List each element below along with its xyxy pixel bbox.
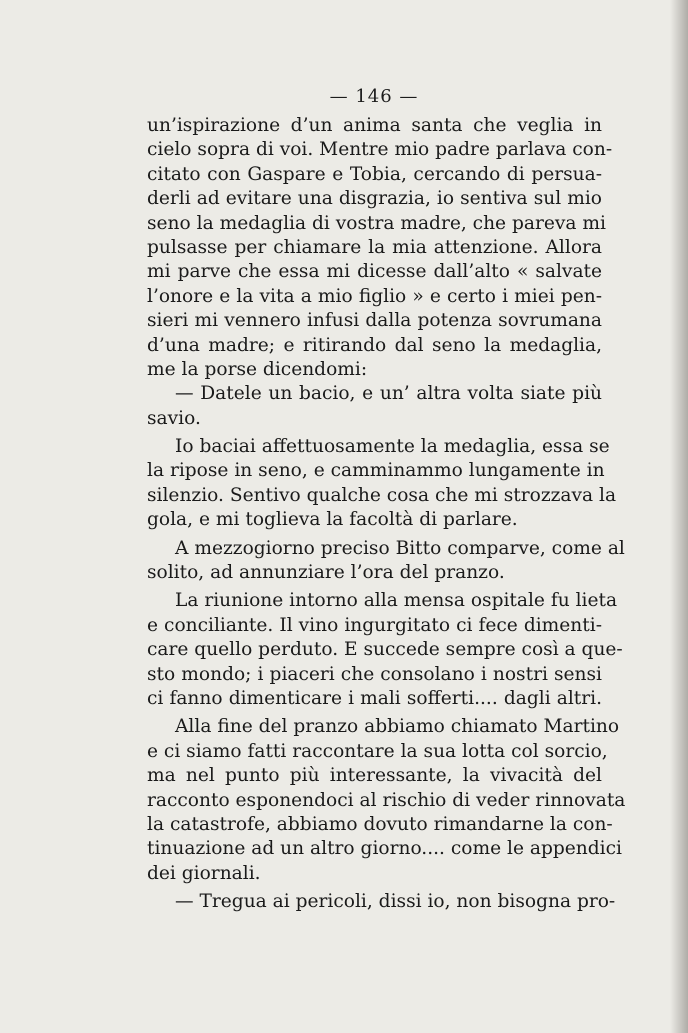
text-line: un’ispirazione d’un anima santa che veglia in <box>147 115 602 136</box>
text-line: la ripose in seno, e camminammo lungamente in <box>147 460 605 482</box>
body-text <box>147 114 626 915</box>
text-line: sieri mi vennero infusi dalla potenza sovrumana <box>147 310 602 332</box>
text-line: racconto esponendoci al rischio di veder rinnovata <box>147 789 626 811</box>
text-line: A mezzogiorno preciso Bitto comparve, come al <box>175 537 625 559</box>
text-line: pulsasse per chiamare la mia attenzione. Allora <box>147 236 602 258</box>
text-line: Io baciai affettuosamente la medaglia, essa se <box>175 436 610 458</box>
text-line: derli ad evitare una disgrazia, io sentiva sul mio <box>147 188 602 210</box>
text-line: sto mondo; i piaceri che consolano i nostri sensi <box>147 663 602 685</box>
text-line: dei giornali. <box>147 862 261 884</box>
text-line: seno la medaglia di vostra madre, che pareva mi <box>147 212 606 234</box>
page-number: — 146 — <box>329 86 419 107</box>
text-line: mi parve che essa mi dicesse dall’alto « salvate <box>147 261 602 283</box>
text-line: ma nel punto più interessante, la vivacità del <box>147 765 602 787</box>
text-line: e ci siamo fatti raccontare la sua lotta col sorcio, <box>147 740 608 762</box>
text-line: la catastrofe, abbiamo dovuto rimandarne la con- <box>147 813 613 835</box>
text-line: l’onore e la vita a mio figlio » e certo i miei pen- <box>147 285 602 307</box>
text-line: solito, ad annunziare l’ora del pranzo. <box>147 562 505 584</box>
text-line: gola, e mi toglieva la facoltà di parlare. <box>147 509 518 531</box>
text-line: — Tregua ai pericoli, dissi io, non bisogna pro- <box>175 891 616 913</box>
text-line: care quello perduto. E succede sempre così a que- <box>147 639 623 661</box>
text-line: tinuazione ad un altro giorno.... come le appendici <box>147 838 622 860</box>
text-line: e conciliante. Il vino ingurgitato ci fece dimenti- <box>147 614 602 636</box>
page-edge-shadow <box>670 0 688 1033</box>
text-line: Alla fine del pranzo abbiamo chiamato Martino <box>175 716 620 738</box>
text-line: d’una madre; e ritirando dal seno la medaglia, <box>147 334 602 356</box>
text-line: silenzio. Sentivo qualche cosa che mi strozzava la <box>147 484 617 506</box>
text-line: ci fanno dimenticare i mali sofferti.... dagli altri. <box>147 687 602 709</box>
text-line: citato con Gaspare e Tobia, cercando di persua- <box>147 163 602 185</box>
text-line: La riunione intorno alla mensa ospitale fu lieta <box>175 590 618 612</box>
text-line: savio. <box>147 407 201 429</box>
text-line: cielo sopra di voi. Mentre mio padre parlava con- <box>147 139 613 161</box>
text-line: — Datele un bacio, e un’ altra volta siate più <box>175 383 602 405</box>
text-line: me la porse dicendomi: <box>147 358 368 380</box>
